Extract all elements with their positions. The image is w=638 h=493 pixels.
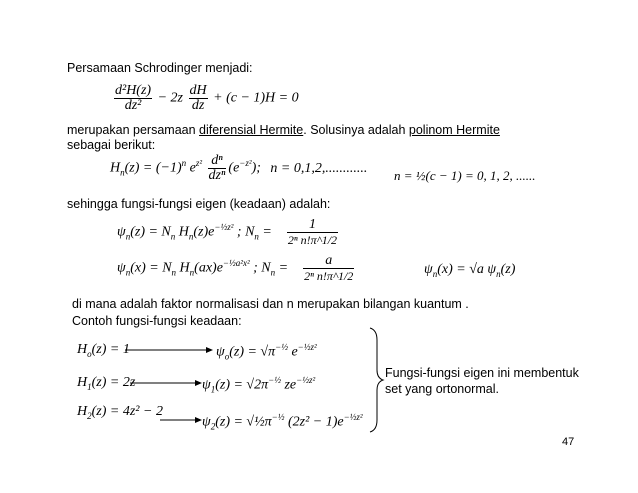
eq3-psi: ψ xyxy=(117,224,126,240)
h1-h: H xyxy=(77,375,88,390)
eq2-dzn: dzⁿ xyxy=(208,168,226,183)
eq2-h: H xyxy=(110,160,121,176)
eigen-intro: sehingga fungsi-fungsi eigen (keadaan) adalah: xyxy=(67,197,331,211)
psi0-eexp: −½z² xyxy=(297,342,317,352)
eq4-psi: ψ xyxy=(117,260,126,276)
eigen-x: $\psi_n(x) = N_n$ $H_n(ax)e^{-\frac{1}{2}a^2x^2}$ ; $N_n$ = $\frac{a}{\text{2ⁿ n!π\textasciicircum{}1/2}}$ xyxy=(117,253,354,283)
h0-rhs: (z) = 1 xyxy=(91,342,130,357)
psi0-psi: ψ xyxy=(216,344,225,360)
eq3-semi: ; N xyxy=(236,224,255,240)
eq3-eq: = xyxy=(262,224,272,240)
eq2-e: e xyxy=(189,160,196,176)
h2-h: H xyxy=(77,404,88,419)
psi2-e: (2z² − 1)e xyxy=(287,414,344,430)
eq3-rhs3: (z)e xyxy=(193,224,215,240)
arrow-h0-head xyxy=(206,347,213,353)
eq2-pow: n xyxy=(181,158,187,169)
psi0-pexp: −½ xyxy=(275,342,288,352)
arrow-h1-head xyxy=(195,380,202,386)
note-line1: Fungsi-fungsi eigen ini membentuk xyxy=(385,366,579,380)
eq4-right3: (z) xyxy=(500,262,516,277)
eigen-z: $\psi_n(z) = N_n$ $H_n(z)e^{-\frac{1}{2}z^2}$ ; $N_n$ = $\frac{1}{\text{2ⁿ n!π\textasciicircum{}1/2}}$ xyxy=(117,217,338,247)
example-text: Contoh fungsi-fungsi keadaan: xyxy=(72,314,242,328)
eq2-epow: z² xyxy=(195,158,203,169)
eq1-lhs-den: dz² xyxy=(124,98,142,113)
page-number: 47 xyxy=(562,436,575,448)
psi1-psi: ψ xyxy=(202,377,211,393)
psi1-eexp: −½z² xyxy=(296,375,316,385)
psi2-eexp: −½z² xyxy=(343,412,363,422)
eq3-h: H xyxy=(178,224,189,240)
eq2-n2: n = ½(c − 1) = 0, 1, 2, ...... xyxy=(394,168,536,183)
psi2-psi: ψ xyxy=(202,414,211,430)
h0-h: H xyxy=(77,342,88,357)
arrow-h2-head xyxy=(195,417,202,423)
eq4-num: a xyxy=(303,254,354,269)
eq2-paren: (e xyxy=(228,160,240,176)
eq3-sub: n xyxy=(125,231,131,242)
eq3-exp: −½z² xyxy=(214,222,234,233)
eq2-sub: n xyxy=(120,167,125,178)
eq4-rhs: (x) = N xyxy=(130,260,172,276)
eq4-right: $\psi_n(x) = √a$ $\psi_n(z)$ xyxy=(424,262,516,279)
eq3-den: 2ⁿ n!π^1/2 xyxy=(287,233,338,247)
right-brace xyxy=(370,328,383,432)
psi2-rhs: (z) = √½π xyxy=(215,414,272,430)
hermite-poly-link[interactable]: polinom Hermite xyxy=(408,123,500,137)
eq1-mid: − 2z xyxy=(157,90,183,106)
sebagai-text: sebagai berikut: xyxy=(67,138,156,152)
eq2-nvals: n = 0,1,2,............ xyxy=(270,160,368,176)
eq4-den: 2ⁿ n!π^1/2 xyxy=(304,269,354,283)
eq2-arg: (z) = (−1) xyxy=(124,160,182,176)
eq4-eq: = xyxy=(278,260,289,276)
psi1-pexp: −½ xyxy=(268,375,281,385)
note-line2: set yang ortonormal. xyxy=(385,382,499,396)
h2-rhs: (z) = 4z² − 2 xyxy=(91,404,163,419)
eq2-close: ); xyxy=(251,160,261,176)
eq4-rhs3: (ax)e xyxy=(194,260,223,276)
hermite-diff-link[interactable]: diferensial Hermite xyxy=(199,123,304,137)
eq4-h: H xyxy=(179,260,190,276)
h2-sub: 2 xyxy=(87,410,92,421)
eq4-sub: n xyxy=(125,267,131,278)
hermite-sentence-a: merupakan persamaan xyxy=(67,123,200,137)
h1-rhs: (z) = 2z xyxy=(91,375,136,390)
normalization-text: di mana adalah faktor normalisasi dan n merupakan bilangan kuantum . xyxy=(72,297,469,311)
psi2-sub: 2 xyxy=(210,421,216,432)
psi1-rhs: (z) = √2π xyxy=(215,377,269,393)
psi0-e: e xyxy=(291,344,298,360)
eq1-dh: dH xyxy=(189,83,207,98)
eq4-exp: −½a²x² xyxy=(222,258,250,269)
eq4-right2: (x) = √a ψ xyxy=(437,262,497,277)
psi2-pexp: −½ xyxy=(271,412,285,422)
psi1-sub: 1 xyxy=(210,384,216,395)
psi1-e: ze xyxy=(284,377,297,393)
hermite-sentence-b: . Solusinya adalah xyxy=(303,123,409,137)
eq4-right-psi: ψ xyxy=(424,262,433,277)
eq2-dn: dⁿ xyxy=(208,154,227,169)
eq3-num: 1 xyxy=(287,218,338,233)
eq1-lhs-num: d²H(z) xyxy=(115,83,152,98)
intro-text: Persamaan Schrodinger menjadi: xyxy=(67,61,253,75)
psi0-sub: o xyxy=(224,351,230,362)
eq2-ppow: −z² xyxy=(239,158,252,169)
eq1-dz: dz xyxy=(191,98,205,113)
eq4-semi: ; N xyxy=(253,260,271,276)
eq1-rest: + (c − 1)H = 0 xyxy=(213,90,299,106)
h0-sub: o xyxy=(87,348,92,359)
eq3-rhs: (z) = N xyxy=(130,224,171,240)
psi0-rhs: (z) = √π xyxy=(229,344,276,360)
h1-sub: 1 xyxy=(87,381,92,392)
